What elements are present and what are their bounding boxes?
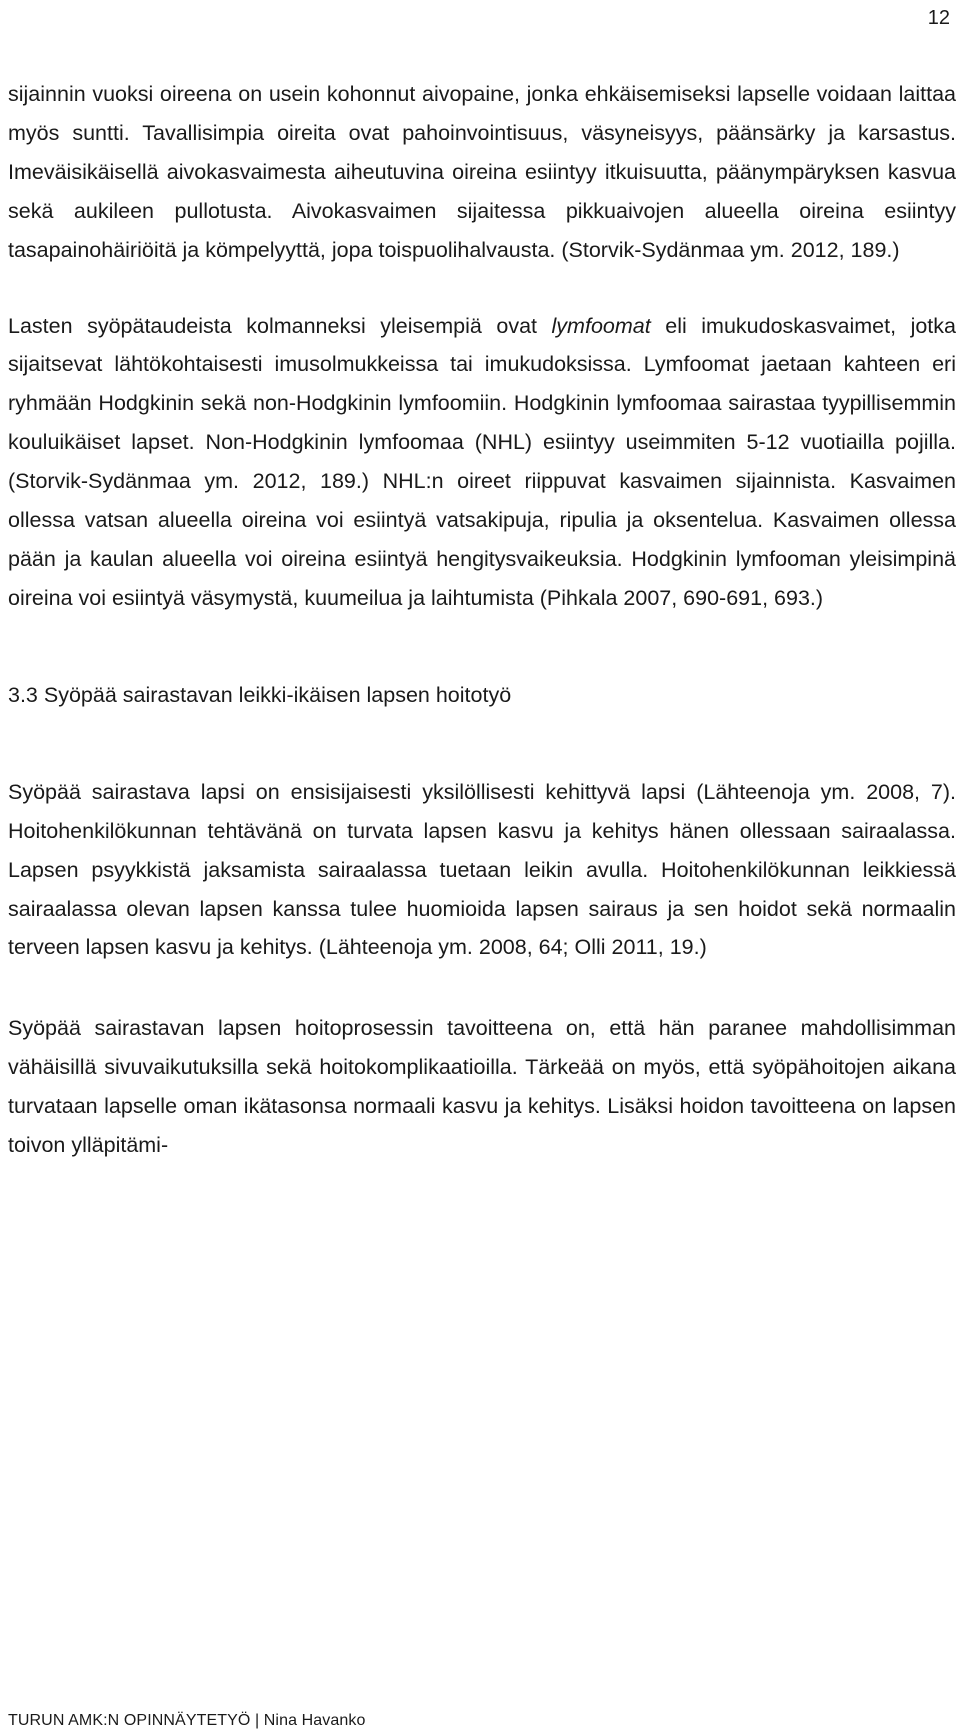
paragraph-lymphomas [8, 307, 956, 618]
paragraph-treatment-goals: Syöpää sairastavan lapsen hoitoprosessin tavoitteena on, että hän paranee mahdollisimman vähäisillä sivuvaikutuksilla sekä hoitokomplikaatioilla. Tärkeää on myös, että syöpähoitojen aikana turvataan lapselle oman ikätasonsa normaali kasvu ja kehitys. Lisäksi hoidon tavoitteena on lapsen toivon ylläpitämi- [8, 1016, 956, 1158]
paragraph-lymphomas-start: Lasten syöpätaudeista kolmanneksi yleisempiä ovat [8, 313, 552, 338]
paragraph-brain-tumor-symptoms: sijainnin vuoksi oireena on usein kohonnut aivopaine, jonka ehkäisemiseksi lapselle voidaan laittaa myös suntti. Tavallisimpia oireita ovat pahoinvointisuus, väsyneisyys, päänsärky ja karsastus. Imeväisikäisellä aivokasvaimesta aiheutuvina oireina esiintyy itkuisuutta, päänympäryksen kasvua sekä aukileen pullotusta. Aivokasvaimen sijaitessa pikkuaivojen alueella oireina esiintyy tasapainohäiriöitä ja kömpelyyttä, jopa toispuolihalvausta. (Storvik-Sydänmaa ym. 2012, 189.) [8, 82, 956, 262]
document-body [8, 75, 956, 1165]
paragraph-individual-child: Syöpää sairastava lapsi on ensisijaisesti yksilöllisesti kehittyvä lapsi (Lähteenoja ym. 2008, 7). Hoitohenkilökunnan tehtävänä on turvata lapsen kasvu ja kehitys hänen ollessaan sairaalassa. Lapsen psyykkistä jaksamista sairaalassa tuetaan leikin avulla. Hoitohenkilökunnan leikkiessä sairaalassa olevan lapsen kanssa tulee huomioida lapsen sairaus ja sen hoidot sekä normaalin terveen lapsen kasvu ja kehitys. (Lähteenoja ym. 2008, 64; Olli 2011, 19.) [8, 779, 956, 960]
page-footer: TURUN AMK:N OPINNÄYTETYÖ | Nina Havanko [8, 1712, 366, 1729]
page-number: 12 [927, 7, 950, 29]
lymfoomat-term: lymfoomat [551, 313, 651, 338]
paragraph-lymphomas-rest: eli imukudoskasvaimet, jotka sijaitsevat lähtökohtaisesti imusolmukkeissa tai imukudoksissa. Lymfoomat jaetaan kahteen eri ryhmään Hodgkinin sekä non-Hodgkinin lymfoomiin. Hodgkinin lymfoomaa sairastaa tyypillisemmin kouluikäiset lapset. Non-Hodgkinin lymfoomaa (NHL) esiintyy useimmiten 5-12 vuotiailla pojilla. (Storvik-Sydänmaa ym. 2012, 189.) NHL:n oireet riippuvat kasvaimen sijainnista. Kasvaimen ollessa vatsan alueella oireina voi esiintyä vatsakipuja, ripulia ja oksentelua. Kasvaimen ollessa pään ja kaulan alueella voi oireina esiintyä hengitysvaikeuksia. Hodgkinin lymfooman yleisimpinä oireina voi esiintyä väsymystä, kuumeilua ja laihtumista (Pihkala 2007, 690-691, 693.) [8, 313, 956, 610]
section-heading: 3.3 Syöpää sairastavan leikki-ikäisen lapsen hoitotyö [8, 682, 512, 707]
